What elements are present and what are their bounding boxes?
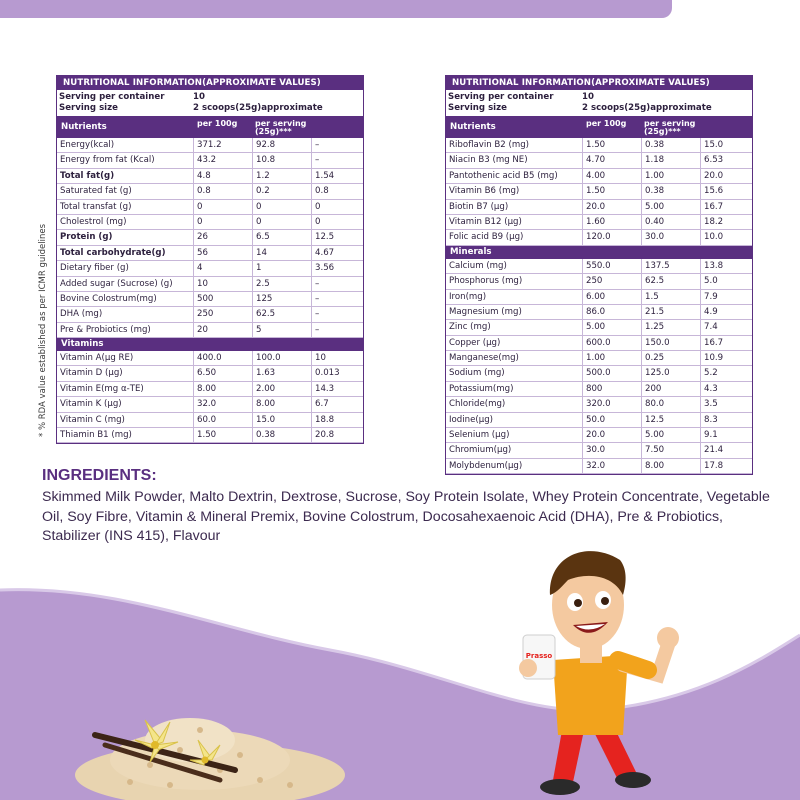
per-100g-value: 0.8 — [194, 184, 253, 198]
rda-value: 0 — [315, 201, 321, 212]
rda-value: 18.2 — [704, 216, 724, 227]
per-serving-value: 5 — [253, 323, 312, 337]
table-row — [446, 351, 752, 366]
per-serving-value: 137.5 — [642, 259, 701, 273]
rda-value: 13.8 — [704, 260, 724, 271]
table-row — [446, 200, 752, 215]
rda-value: – — [315, 140, 320, 150]
nutrient-name: Vitamin E(mg α-TE) — [57, 382, 194, 396]
per-100g-value: 20.0 — [583, 200, 642, 214]
per-serving-value: 12.5 — [642, 413, 701, 427]
rda-value: 14.3 — [315, 383, 335, 394]
table-row — [446, 320, 752, 335]
per-serving-value: 0.38 — [642, 184, 701, 198]
nutrient-name: Phosphorus (mg) — [446, 274, 583, 288]
table-row — [57, 277, 363, 292]
per-serving-value: 0.25 — [642, 351, 701, 365]
rda-value: 4.3 — [704, 383, 718, 394]
per-100g-value: 1.50 — [583, 184, 642, 198]
per-serving-value: 10.8 — [253, 153, 312, 167]
per-100g-value: 20.0 — [583, 428, 642, 442]
per-100g-value: 5.00 — [583, 320, 642, 334]
per-serving-value: 1.5 — [642, 290, 701, 304]
nutrient-name: Bovine Colostrum(mg) — [57, 292, 194, 306]
per-serving-value: 1 — [253, 261, 312, 275]
table-row — [446, 336, 752, 351]
nutrient-name: DHA (mg) — [57, 307, 194, 321]
mascot-boy-illustration — [508, 540, 698, 800]
table-row — [57, 138, 363, 153]
nutrient-name: Folic acid B9 (µg) — [446, 230, 583, 244]
rda-value: 18.8 — [315, 414, 335, 425]
nutrient-name: Total fat(g) — [57, 169, 194, 183]
per-100g-value: 320.0 — [583, 397, 642, 411]
nutrient-name: Added sugar (Sucrose) (g) — [57, 277, 194, 291]
vitamin-rows — [57, 351, 363, 443]
table-title: NUTRITIONAL INFORMATION(APPROXIMATE VALUES) — [57, 76, 363, 90]
per-serving-value: 7.50 — [642, 443, 701, 457]
serving-size-label: Serving size — [448, 103, 507, 113]
vitamin-b-rows — [446, 138, 752, 246]
rda-value: 0 — [315, 216, 321, 227]
per-100g-value: 250 — [194, 307, 253, 321]
per-100g-value: 500.0 — [583, 366, 642, 380]
per-serving-value: 15.0 — [253, 413, 312, 427]
per-100g-value: 371.2 — [194, 138, 253, 152]
table-row — [57, 307, 363, 322]
per-serving-value: 200 — [642, 382, 701, 396]
per-100g-value: 0 — [194, 215, 253, 229]
per-100g-value: 550.0 — [583, 259, 642, 273]
rda-value: 10 — [315, 353, 326, 364]
per-serving-value: 21.5 — [642, 305, 701, 319]
rda-value: 4.9 — [704, 306, 718, 317]
table-row — [57, 397, 363, 412]
nutrient-name: Vitamin B12 (µg) — [446, 215, 583, 229]
ingredients-text: Skimmed Milk Powder, Malto Dextrin, Dextrose, Sucrose, Soy Protein Isolate, Whey Protein Concentrate, Vegetable Oil, Soy Fibre, Vitamin & Mineral Premix, Bovine Colostrum, Docosahexaenoic Acid (DHA), Pre & Probiotics, Stabilizer (INS 415), Flavour — [42, 489, 770, 544]
per-100g-value: 6.50 — [194, 366, 253, 380]
per-serving-value: 1.2 — [253, 169, 312, 183]
nutrient-name: Vitamin D (µg) — [57, 366, 194, 380]
per-100g-value: 1.50 — [583, 138, 642, 152]
rda-value: – — [315, 293, 320, 304]
rda-value: 3.56 — [315, 263, 335, 274]
rda-value: 6.7 — [315, 399, 329, 410]
nutrient-name: Potassium(mg) — [446, 382, 583, 396]
nutrient-name: Protein (g) — [57, 230, 194, 244]
table-row — [57, 184, 363, 199]
per-100g-value: 20 — [194, 323, 253, 337]
per-100g-value: 32.0 — [583, 459, 642, 473]
rda-value: 16.7 — [704, 337, 724, 348]
rda-value: 1.54 — [315, 170, 335, 181]
rda-value: 21.4 — [704, 445, 724, 456]
nutrient-name: Saturated fat (g) — [57, 184, 194, 198]
per-serving-value: 1.00 — [642, 169, 701, 183]
col-per100: per 100g — [586, 119, 627, 128]
col-serving: per serving (25g)*** — [255, 119, 307, 136]
per-serving-value: 0.2 — [253, 184, 312, 198]
rda-value: – — [315, 155, 320, 166]
minerals-header: Minerals — [446, 246, 752, 259]
nutrient-name: Selenium (µg) — [446, 428, 583, 442]
nutrient-name: Copper (µg) — [446, 336, 583, 350]
per-serving-value: 150.0 — [642, 336, 701, 350]
nutrient-name: Thiamin B1 (mg) — [57, 428, 194, 442]
nutrient-name: Vitamin B6 (mg) — [446, 184, 583, 198]
col-per100: per 100g — [197, 119, 238, 128]
table-row — [446, 169, 752, 184]
per-serving-value: 62.5 — [253, 307, 312, 321]
nutrient-name: Energy(kcal) — [57, 138, 194, 152]
table-row — [446, 382, 752, 397]
nutrient-name: Total carbohydrate(g) — [57, 246, 194, 260]
col-nutrients: Nutrients — [61, 122, 107, 132]
table-row — [57, 323, 363, 338]
per-100g-value: 56 — [194, 246, 253, 260]
per-serving-value: 6.5 — [253, 230, 312, 244]
per-serving-value: 100.0 — [253, 351, 312, 365]
per-100g-value: 600.0 — [583, 336, 642, 350]
table-row — [446, 138, 752, 153]
table-row — [57, 169, 363, 184]
rda-value: 16.7 — [704, 201, 724, 212]
rda-value: 7.4 — [704, 322, 718, 333]
column-header — [57, 117, 363, 138]
per-100g-value: 86.0 — [583, 305, 642, 319]
table-row — [57, 246, 363, 261]
nutrition-table-right — [445, 75, 753, 475]
per-100g-value: 30.0 — [583, 443, 642, 457]
per-100g-value: 400.0 — [194, 351, 253, 365]
per-serving-value: 0.38 — [642, 138, 701, 152]
nutrient-name: Manganese(mg) — [446, 351, 583, 365]
per-serving-value: 80.0 — [642, 397, 701, 411]
nutrient-name: Niacin B3 (mg NE) — [446, 153, 583, 167]
table-row — [57, 153, 363, 168]
rda-value: 9.1 — [704, 430, 718, 441]
per-serving-value: 62.5 — [642, 274, 701, 288]
top-banner — [0, 0, 672, 18]
per-serving-value: 125.0 — [642, 366, 701, 380]
table-row — [446, 413, 752, 428]
nutrient-name: Vitamin K (µg) — [57, 397, 194, 411]
table-row — [446, 305, 752, 320]
nutrient-name: Pre & Probiotics (mg) — [57, 323, 194, 337]
table-row — [446, 428, 752, 443]
nutrient-name: Riboflavin B2 (mg) — [446, 138, 583, 152]
per-100g-value: 4.70 — [583, 153, 642, 167]
table-row — [446, 459, 752, 474]
per-100g-value: 4.8 — [194, 169, 253, 183]
table-row — [57, 215, 363, 230]
rda-value: 12.5 — [315, 232, 335, 243]
per-100g-value: 26 — [194, 230, 253, 244]
per-100g-value: 500 — [194, 292, 253, 306]
table-row — [57, 413, 363, 428]
mineral-rows — [446, 259, 752, 474]
table-row — [446, 153, 752, 168]
nutrient-name: Pantothenic acid B5 (mg) — [446, 169, 583, 183]
rda-side-note: * % RDA value established as per ICMR guidelines — [38, 223, 48, 437]
rda-value: 0.8 — [315, 186, 329, 197]
ingredients-title: INGREDIENTS: — [42, 467, 157, 484]
rda-value: 5.0 — [704, 276, 718, 287]
rda-value: 10.9 — [704, 353, 724, 364]
rda-value: – — [315, 278, 320, 289]
powder-vanilla-illustration — [60, 690, 350, 800]
nutrient-name: Energy from fat (Kcal) — [57, 153, 194, 167]
per-serving-value: 1.18 — [642, 153, 701, 167]
table-row — [446, 366, 752, 381]
per-serving-value: 14 — [253, 246, 312, 260]
mug-logo: Prasso — [525, 652, 553, 660]
rda-value: 17.8 — [704, 460, 724, 471]
per-100g-value: 1.00 — [583, 351, 642, 365]
table-row — [57, 351, 363, 366]
nutrient-name: Total transfat (g) — [57, 200, 194, 214]
nutrient-name: Molybdenum(µg) — [446, 459, 583, 473]
nutrition-table-left — [56, 75, 364, 444]
table-title: NUTRITIONAL INFORMATION(APPROXIMATE VALUES) — [446, 76, 752, 90]
col-serving: per serving (25g)*** — [644, 119, 696, 136]
per-100g-value: 10 — [194, 277, 253, 291]
rda-value: 15.0 — [704, 140, 724, 150]
nutrient-name: Vitamin C (mg) — [57, 413, 194, 427]
col-nutrients: Nutrients — [450, 122, 496, 132]
per-serving-value: 92.8 — [253, 138, 312, 152]
per-100g-value: 43.2 — [194, 153, 253, 167]
per-serving-value: 30.0 — [642, 230, 701, 244]
rda-value: 8.3 — [704, 414, 718, 425]
serving-size-value: 2 scoops(25g)approximate — [582, 103, 712, 113]
rda-value: – — [315, 309, 320, 320]
per-serving-value: 0.40 — [642, 215, 701, 229]
per-100g-value: 50.0 — [583, 413, 642, 427]
per-serving-value: 5.00 — [642, 200, 701, 214]
serving-info — [57, 90, 363, 117]
nutrient-name: Chloride(mg) — [446, 397, 583, 411]
per-serving-value: 0 — [253, 200, 312, 214]
per-100g-value: 250 — [583, 274, 642, 288]
table-row — [57, 366, 363, 381]
nutrient-rows — [57, 138, 363, 338]
rda-value: 10.0 — [704, 232, 724, 243]
per-100g-value: 800 — [583, 382, 642, 396]
nutrient-name: Zinc (mg) — [446, 320, 583, 334]
per-100g-value: 6.00 — [583, 290, 642, 304]
serving-per-container-value: 10 — [582, 92, 594, 102]
table-row — [446, 290, 752, 305]
nutrient-name: Biotin B7 (µg) — [446, 200, 583, 214]
rda-value: 0.013 — [315, 368, 340, 379]
nutrient-name: Sodium (mg) — [446, 366, 583, 380]
per-serving-value: 1.25 — [642, 320, 701, 334]
table-row — [446, 215, 752, 230]
per-100g-value: 60.0 — [194, 413, 253, 427]
nutrient-name: Magnesium (mg) — [446, 305, 583, 319]
rda-value: 6.53 — [704, 155, 724, 166]
rda-value: 15.6 — [704, 186, 724, 197]
rda-value: – — [315, 324, 320, 335]
per-100g-value: 0 — [194, 200, 253, 214]
nutrient-name: Iodine(µg) — [446, 413, 583, 427]
per-100g-value: 1.60 — [583, 215, 642, 229]
nutrient-name: Cholestrol (mg) — [57, 215, 194, 229]
per-100g-value: 4 — [194, 261, 253, 275]
table-row — [446, 184, 752, 199]
rda-value: 3.5 — [704, 399, 718, 410]
table-row — [57, 292, 363, 307]
table-row — [446, 443, 752, 458]
rda-value: 5.2 — [704, 368, 718, 379]
table-row — [446, 259, 752, 274]
rda-value: 7.9 — [704, 291, 718, 302]
table-row — [446, 274, 752, 289]
per-serving-value: 8.00 — [253, 397, 312, 411]
table-row — [57, 382, 363, 397]
nutrient-name: Dietary fiber (g) — [57, 261, 194, 275]
table-row — [446, 397, 752, 412]
rda-value: 20.8 — [315, 430, 335, 441]
per-serving-value: 0 — [253, 215, 312, 229]
per-100g-value: 4.00 — [583, 169, 642, 183]
column-header — [446, 117, 752, 138]
serving-per-container-label: Serving per container — [59, 92, 165, 102]
table-row — [57, 428, 363, 443]
per-100g-value: 32.0 — [194, 397, 253, 411]
per-serving-value: 8.00 — [642, 459, 701, 473]
per-serving-value: 0.38 — [253, 428, 312, 442]
per-serving-value: 125 — [253, 292, 312, 306]
serving-per-container-label: Serving per container — [448, 92, 554, 102]
rda-value: 4.67 — [315, 247, 335, 258]
serving-size-label: Serving size — [59, 103, 118, 113]
per-100g-value: 8.00 — [194, 382, 253, 396]
per-serving-value: 2.00 — [253, 382, 312, 396]
nutrient-name: Vitamin A(µg RE) — [57, 351, 194, 365]
vitamins-header: Vitamins — [57, 338, 363, 351]
nutrient-name: Chromium(µg) — [446, 443, 583, 457]
table-row — [57, 230, 363, 245]
rda-value: 20.0 — [704, 170, 724, 181]
per-100g-value: 120.0 — [583, 230, 642, 244]
nutrient-name: Iron(mg) — [446, 290, 583, 304]
serving-info — [446, 90, 752, 117]
table-row — [446, 230, 752, 245]
per-serving-value: 5.00 — [642, 428, 701, 442]
per-100g-value: 1.50 — [194, 428, 253, 442]
nutrient-name: Calcium (mg) — [446, 259, 583, 273]
table-row — [57, 261, 363, 276]
serving-per-container-value: 10 — [193, 92, 205, 102]
per-serving-value: 1.63 — [253, 366, 312, 380]
table-row — [57, 200, 363, 215]
serving-size-value: 2 scoops(25g)approximate — [193, 103, 323, 113]
per-serving-value: 2.5 — [253, 277, 312, 291]
